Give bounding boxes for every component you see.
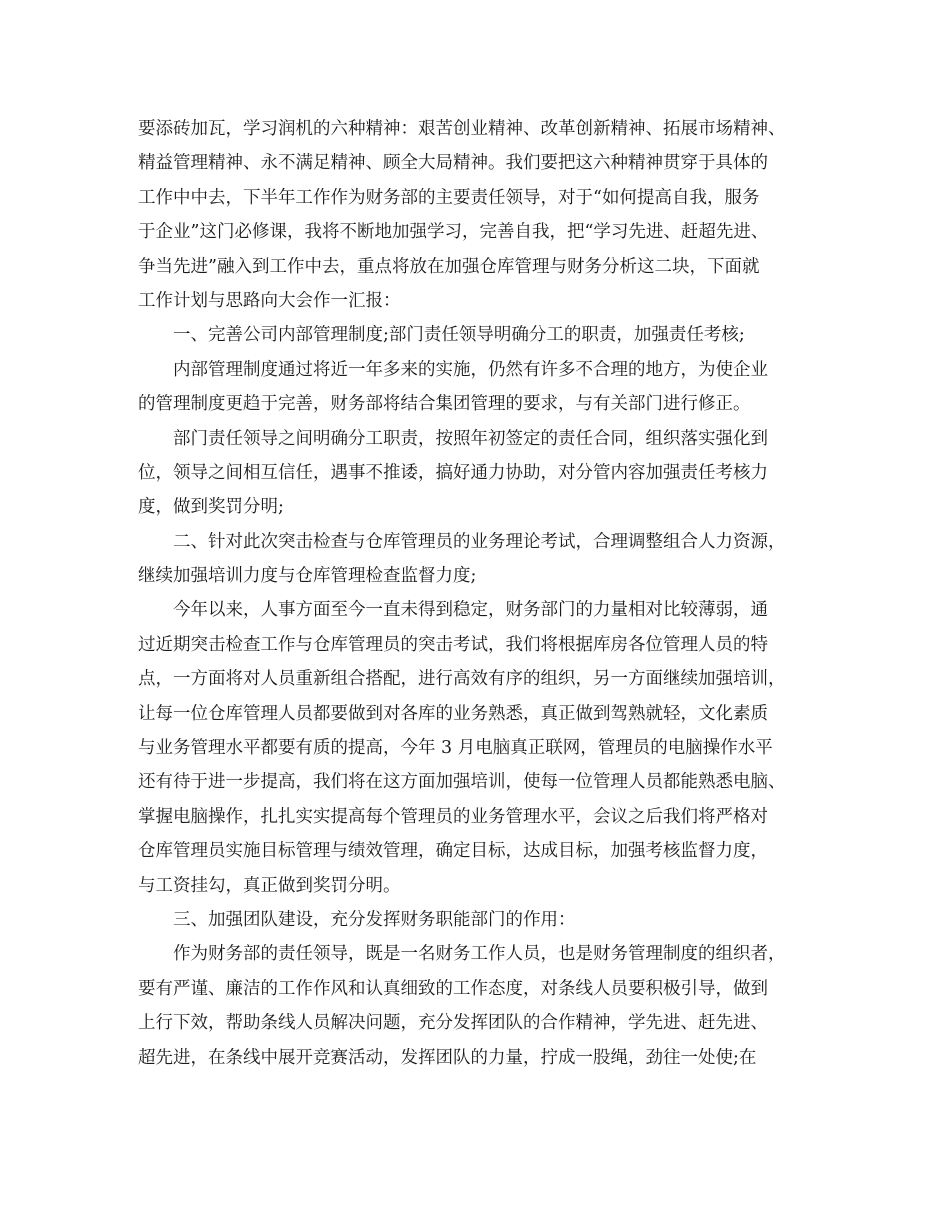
text-line: 上行下效，帮助条线人员解决问题，充分发挥团队的合作精神，学先进、赶先进、 bbox=[138, 1013, 768, 1034]
text-line: 二、针对此次突击检查与仓库管理员的业务理论考试，合理调整组合人力资源， bbox=[173, 531, 786, 552]
text-line: 工作计划与思路向大会作一汇报： bbox=[138, 290, 401, 311]
text-line: 点，一方面将对人员重新组合搭配，进行高效有序的组织，另一方面继续加强培训， bbox=[138, 669, 786, 690]
text-line: 超先进，在条线中展开竞赛活动，发挥团队的力量，拧成一股绳，劲往一处使;在 bbox=[138, 1047, 757, 1068]
text-line: 一、完善公司内部管理制度;部门责任领导明确分工的职责，加强责任考核; bbox=[173, 325, 745, 346]
text-line: 继续加强培训力度与仓库管理检查监督力度; bbox=[138, 566, 477, 587]
text-line: 度，做到奖罚分明; bbox=[138, 497, 284, 518]
text-line: 部门责任领导之间明确分工职责，按照年初签定的责任合同，组织落实强化到 bbox=[173, 428, 768, 449]
text-line: 与工资挂勾，真正做到奖罚分明。 bbox=[138, 875, 401, 896]
text-line: 要有严谨、廉洁的工作作风和认真细致的工作态度，对条线人员要积极引导，做到 bbox=[138, 978, 768, 999]
text-line: 让每一位仓库管理人员都要做到对各库的业务熟悉，真正做到驾熟就轻，文化素质 bbox=[138, 703, 768, 724]
text-line: 今年以来，人事方面至今一直未得到稳定，财务部门的力量相对比较薄弱，通 bbox=[173, 600, 768, 621]
text-line: 精益管理精神、永不满足精神、顾全大局精神。我们要把这六种精神贯穿于具体的 bbox=[138, 153, 768, 174]
text-line: 作为财务部的责任领导，既是一名财务工作人员，也是财务管理制度的组织者， bbox=[173, 944, 786, 965]
text-line: 于企业”这门必修课，我将不断地加强学习，完善自我，把“学习先进、赶超先进、 bbox=[138, 222, 769, 243]
document-body bbox=[138, 112, 818, 1075]
text-line: 内部管理制度通过将近一年多来的实施，仍然有许多不合理的地方，为使企业 bbox=[173, 359, 768, 380]
text-line: 争当先进”融入到工作中去，重点将放在加强仓库管理与财务分析这二块，下面就 bbox=[138, 256, 760, 277]
text-line: 工作中中去，下半年工作作为财务部的主要责任领导，对于“如何提高自我，服务 bbox=[138, 187, 760, 208]
text-line: 要添砖加瓦，学习润机的六种精神：艰苦创业精神、改革创新精神、拓展市场精神、 bbox=[138, 119, 786, 139]
text-line: 位，领导之间相互信任，遇事不推诿，搞好通力协助，对分管内容加强责任考核力 bbox=[138, 462, 768, 483]
text-line: 与业务管理水平都要有质的提高，今年 3 月电脑真正联网，管理员的电脑操作水平 bbox=[138, 738, 773, 759]
text-line: 三、加强团队建设，充分发挥财务职能部门的作用： bbox=[173, 909, 576, 930]
text-line: 仓库管理员实施目标管理与绩效管理，确定目标，达成目标，加强考核监督力度， bbox=[138, 841, 768, 862]
text-line: 还有待于进一步提高，我们将在这方面加强培训，使每一位管理人员都能熟悉电脑、 bbox=[138, 772, 786, 793]
text-line: 过近期突击检查工作与仓库管理员的突击考试，我们将根据库房各位管理人员的特 bbox=[138, 634, 768, 655]
text-line: 掌握电脑操作，扎扎实实提高每个管理员的业务管理水平，会议之后我们将严格对 bbox=[138, 806, 768, 827]
text-line: 的管理制度更趋于完善，财务部将结合集团管理的要求，与有关部门进行修正。 bbox=[138, 394, 751, 415]
